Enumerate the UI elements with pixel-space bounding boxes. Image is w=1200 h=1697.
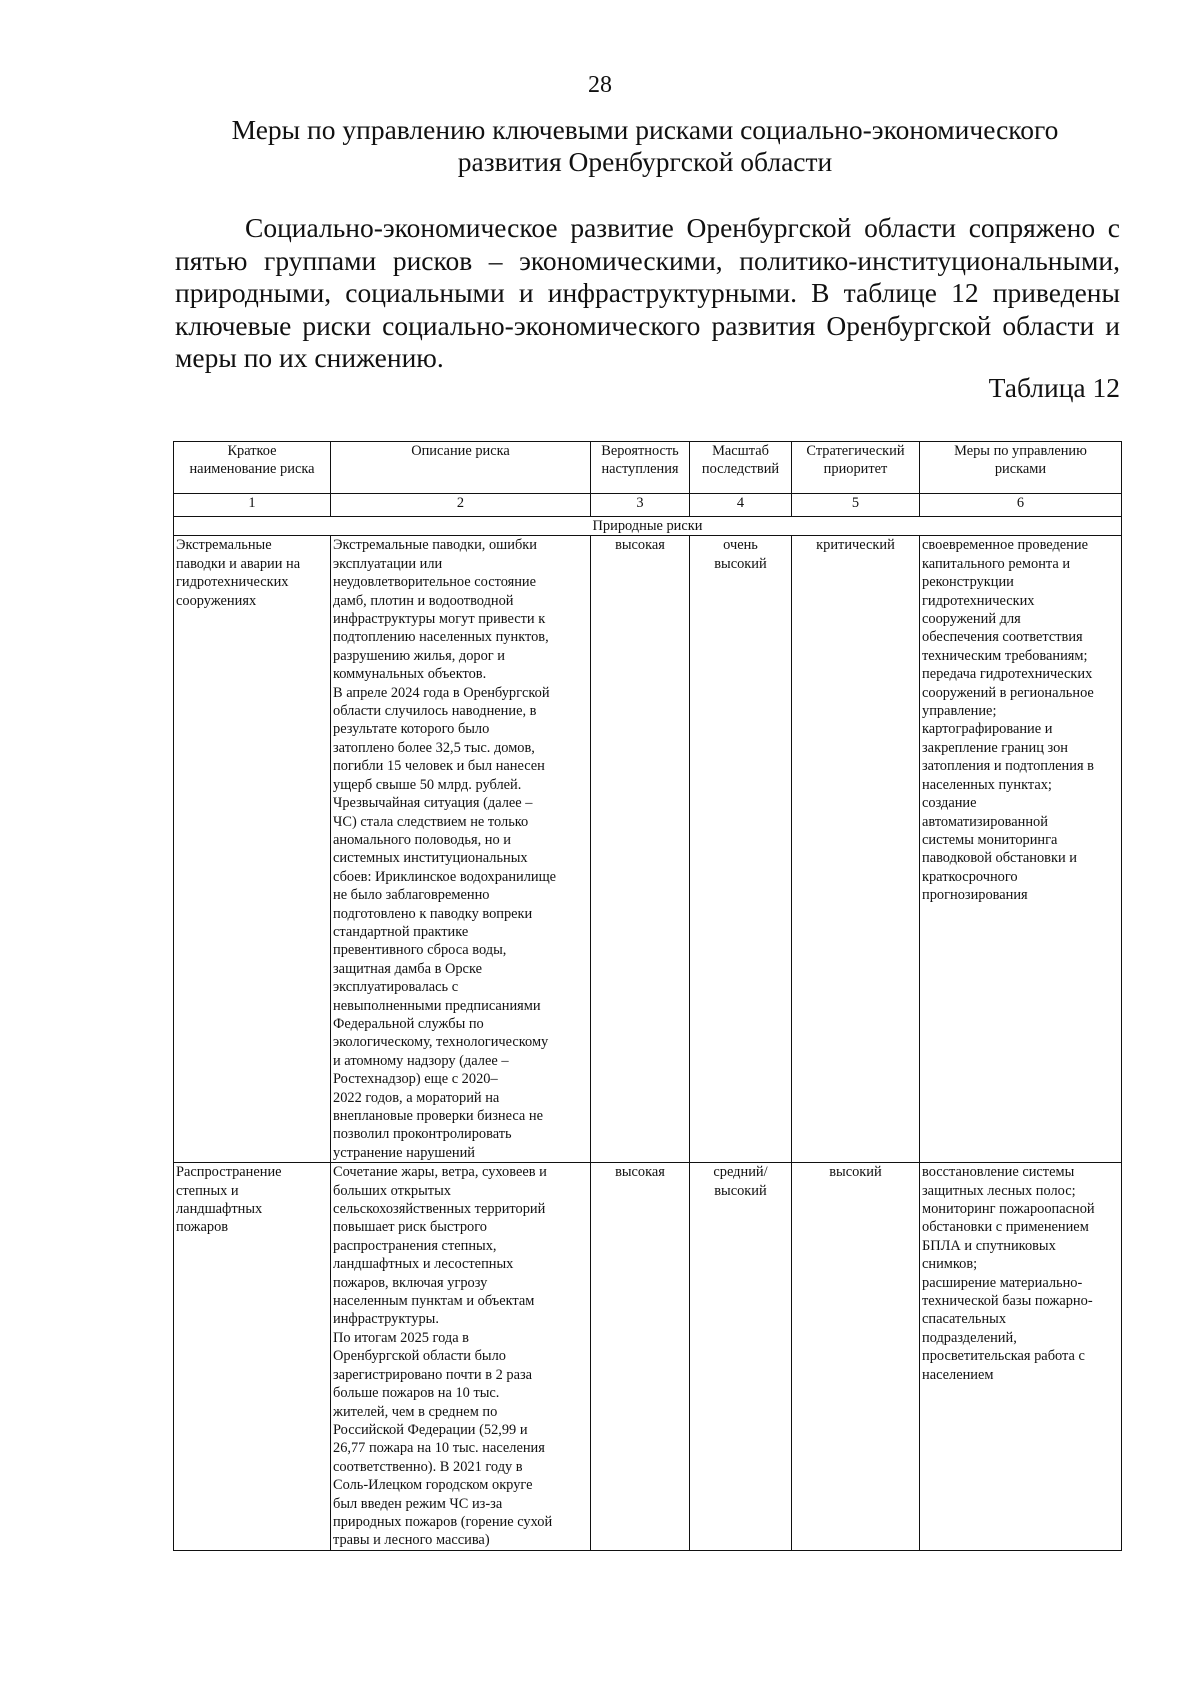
column-number: 1	[174, 494, 331, 517]
measures-cell: своевременное проведение капитального ремонта и реконструкции гидротехнических сооружений для обеспечения соответствия техническим требованиям; передача гидротехнических сооружений в региональное управление; картографирование и закрепление границ зон затопления и подтопления в населенных пунктах; создание автоматизированной системы мониторинга паводковой обстановки и краткосрочного прогнозирования	[920, 536, 1122, 1163]
scale-cell: очень высокий	[690, 536, 792, 1163]
column-number-row	[174, 494, 1122, 517]
column-number: 5	[792, 494, 920, 517]
header-risk-name: Краткое наименование риска	[174, 442, 331, 494]
risk-name-cell: Экстремальные паводки и аварии на гидротехнических сооружениях	[174, 536, 331, 1163]
column-number: 3	[591, 494, 690, 517]
table-caption: Таблица 12	[988, 372, 1120, 403]
section-row	[174, 517, 1122, 536]
risk-table	[173, 441, 1122, 1551]
column-number: 6	[920, 494, 1122, 517]
header-priority: Стратегический приоритет	[792, 442, 920, 494]
column-number: 2	[331, 494, 591, 517]
risk-description-cell: Сочетание жары, ветра, суховеев и больших открытых сельскохозяйственных территорий повышает риск быстрого распространения степных, ландшафтных и лесостепных пожаров, включая угрозу населенным пунктам и объектам инфраструктуры. По итогам 2025 года в Оренбургской области было зарегистрировано почти в 2 раза больше пожаров на 10 тыс. жителей, чем в среднем по Российской Федерации (52,99 и 26,77 пожара на 10 тыс. населения соответственно). В 2021 году в Соль-Илецком городском округе был введен режим ЧС из-за природных пожаров (горение сухой травы и лесного массива)	[331, 1163, 591, 1551]
priority-cell: высокий	[792, 1163, 920, 1551]
priority-cell: критический	[792, 536, 920, 1163]
column-number: 4	[690, 494, 792, 517]
measures-cell: восстановление системы защитных лесных полос; мониторинг пожароопасной обстановки с применением БПЛА и спутниковых снимков; расширение материально- технической базы пожарно- спасательных подразделений, просветительская работа с населением	[920, 1163, 1122, 1551]
page-title-line-1: Меры по управлению ключевыми рисками социально-экономического	[231, 114, 1059, 145]
risk-description-cell: Экстремальные паводки, ошибки эксплуатации или неудовлетворительное состояние дамб, плотин и водоотводной инфраструктуры могут привести к подтоплению населенных пунктов, разрушению жилья, дорог и коммунальных объектов. В апреле 2024 года в Оренбургской области случилось наводнение, в результате которого было затоплено более 32,5 тыс. домов, погибли 15 человек и был нанесен ущерб свыше 50 млрд. рублей. Чрезвычайная ситуация (далее – ЧС) стала следствием не только аномального половодья, но и системных институциональных сбоев: Ириклинское водохранилище не было заблаговременно подготовлено к паводку вопреки стандартной практике превентивного сброса воды, защитная дамба в Орске эксплуатировалась с невыполненными предписаниями Федеральной службы по экологическому, технологическому и атомному надзору (далее – Ростехнадзор) еще с 2020– 2022 годов, а мораторий на внеплановые проверки бизнеса не позволил проконтролировать устранение нарушений	[331, 536, 591, 1163]
intro-paragraph: Социально-экономическое развитие Оренбургской области сопряжено с пятью группами рисков – экономическими, политико-институциональными, природными, социальными и инфраструктурными. В таблице 12 приведены ключевые риски социально-экономического развития Оренбургской области и меры по их снижению.	[175, 212, 1120, 373]
table-header-row	[174, 442, 1122, 494]
page-number: 28	[588, 72, 612, 98]
risk-name-cell: Распространение степных и ландшафтных пожаров	[174, 1163, 331, 1551]
table-row	[174, 536, 1122, 1163]
table-row	[174, 1163, 1122, 1551]
header-risk-description: Описание риска	[331, 442, 591, 494]
page-title-line-2: развития Оренбургской области	[457, 146, 833, 177]
probability-cell: высокая	[591, 536, 690, 1163]
section-title: Природные риски	[174, 517, 1122, 536]
header-probability: Вероятность наступления	[591, 442, 690, 494]
header-scale: Масштаб последствий	[690, 442, 792, 494]
page-title	[175, 114, 1115, 178]
probability-cell: высокая	[591, 1163, 690, 1551]
scale-cell: средний/ высокий	[690, 1163, 792, 1551]
header-measures: Меры по управлению рисками	[920, 442, 1122, 494]
